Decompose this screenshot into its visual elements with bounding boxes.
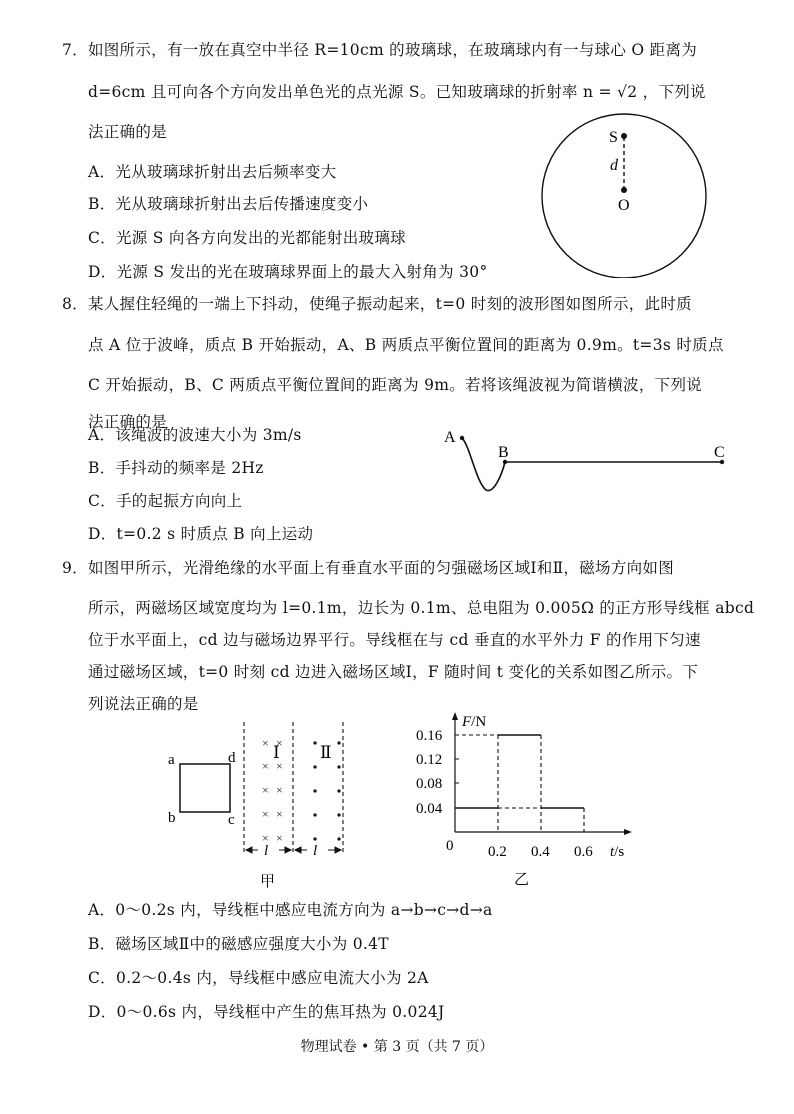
q9-option-d: D．0～0.6s 内，导线框中产生的焦耳热为 0.024J bbox=[88, 1003, 445, 1021]
q7-option-c: C．光源 S 向各方向发出的光都能射出玻璃球 bbox=[88, 229, 406, 247]
svg-text:b: b bbox=[168, 810, 176, 826]
svg-text:Ⅰ: Ⅰ bbox=[273, 743, 280, 762]
svg-text:0.2: 0.2 bbox=[488, 844, 507, 860]
svg-text:t/s: t/s bbox=[610, 844, 625, 860]
svg-text:×: × bbox=[262, 807, 269, 821]
q8-line-2: 点 A 位于波峰，质点 B 开始振动，A、B 两质点平衡位置间的距离为 0.9m。t=3s 时质点 bbox=[88, 336, 724, 354]
svg-text:0.4: 0.4 bbox=[531, 844, 550, 860]
q9-option-b: B．磁场区域Ⅱ中的磁感应强度大小为 0.4T bbox=[88, 935, 389, 953]
svg-text:0.6: 0.6 bbox=[574, 844, 593, 860]
q9-option-c: C．0.2～0.4s 内，导线框中感应电流大小为 2A bbox=[88, 969, 429, 987]
q8-option-d: D．t=0.2 s 时质点 B 向上运动 bbox=[88, 525, 314, 543]
svg-text:×: × bbox=[276, 807, 283, 821]
q8-line-3: C 开始振动，B、C 两质点平衡位置间的距离为 9m。若将该绳波视为简谐横波，下列说 bbox=[88, 376, 703, 394]
page-footer: 物理试卷 • 第 3 页（共 7 页） bbox=[300, 1039, 494, 1055]
svg-text:l: l bbox=[264, 843, 269, 859]
q7-option-d: D．光源 S 发出的光在玻璃球界面上的最大入射角为 30° bbox=[88, 263, 488, 281]
q9-option-a: A．0～0.2s 内，导线框中感应电流方向为 a→b→c→d→a bbox=[88, 901, 493, 919]
q7-line-3: 法正确的是 bbox=[88, 123, 168, 141]
q8-option-c: C．手的起振方向向上 bbox=[88, 492, 243, 510]
q9-line-1: 9．如图甲所示，光滑绝缘的水平面上有垂直水平面的匀强磁场区域Ⅰ和Ⅱ，磁场方向如图 bbox=[62, 559, 675, 577]
rope-wave-figure bbox=[436, 424, 736, 500]
caption-yi: 乙 bbox=[514, 872, 530, 888]
svg-text:×: × bbox=[262, 831, 269, 845]
force-time-chart bbox=[410, 706, 650, 890]
label-o: O bbox=[618, 197, 630, 214]
q7-option-b: B．光从玻璃球折射出去后传播速度变小 bbox=[88, 195, 369, 213]
svg-text:F/N: F/N bbox=[462, 714, 487, 730]
q9-line-5: 列说法正确的是 bbox=[88, 695, 199, 713]
q9-line-2: 所示，两磁场区域宽度均为 l=0.1m，边长为 0.1m、总电阻为 0.005Ω 的正方形导线框 abcd bbox=[88, 599, 755, 617]
svg-text:d: d bbox=[228, 750, 236, 766]
q9-line-3: 位于水平面上，cd 边与磁场边界平行。导线框在与 cd 垂直的水平外力 F 的作用下匀速 bbox=[88, 631, 701, 649]
caption-jia: 甲 bbox=[260, 874, 276, 890]
q8-option-b: B．手抖动的频率是 2Hz bbox=[88, 459, 264, 477]
svg-text:c: c bbox=[228, 812, 235, 828]
svg-text:×: × bbox=[276, 759, 283, 773]
q8-line-4: 法正确的是 bbox=[88, 413, 168, 431]
label-s: S bbox=[609, 129, 618, 146]
svg-text:0.12: 0.12 bbox=[416, 752, 443, 768]
svg-text:×: × bbox=[262, 759, 269, 773]
svg-text:0.16: 0.16 bbox=[416, 728, 443, 744]
label-a: A bbox=[444, 429, 456, 446]
q8-line-1: 8．某人握住轻绳的一端上下抖动，使绳子振动起来，t=0 时刻的波形图如图所示，此时质 bbox=[62, 295, 692, 313]
glass-sphere-figure bbox=[535, 108, 725, 278]
svg-text:0: 0 bbox=[446, 838, 454, 854]
svg-text:×: × bbox=[276, 783, 283, 797]
svg-text:×: × bbox=[276, 831, 283, 845]
svg-text:×: × bbox=[276, 736, 283, 750]
svg-text:×: × bbox=[262, 783, 269, 797]
svg-text:l: l bbox=[313, 843, 318, 859]
q7-line-1: 7．如图所示，有一放在真空中半径 R=10cm 的玻璃球，在玻璃球内有一与球心 O 距离为 bbox=[62, 41, 698, 59]
q7-option-a: A．光从玻璃球折射出去后频率变大 bbox=[88, 163, 337, 181]
svg-text:0.08: 0.08 bbox=[416, 776, 443, 792]
q8-option-a: A．该绳波的波速大小为 3m/s bbox=[88, 426, 302, 444]
svg-text:a: a bbox=[168, 752, 175, 768]
q7-line-2: d=6cm 且可向各个方向发出单色光的点光源 S。已知玻璃球的折射率 n = √2 ，下列说 bbox=[88, 83, 706, 101]
label-b: B bbox=[498, 444, 509, 461]
magnetic-field-figure bbox=[160, 714, 360, 890]
svg-text:Ⅱ: Ⅱ bbox=[320, 743, 332, 762]
q9-line-4: 通过磁场区域，t=0 时刻 cd 边进入磁场区域Ⅰ，F 随时间 t 变化的关系如图乙所示。下 bbox=[88, 663, 699, 681]
svg-text:×: × bbox=[262, 736, 269, 750]
label-d: d bbox=[610, 157, 618, 174]
label-c: C bbox=[714, 444, 725, 461]
svg-text:0.04: 0.04 bbox=[416, 801, 443, 817]
